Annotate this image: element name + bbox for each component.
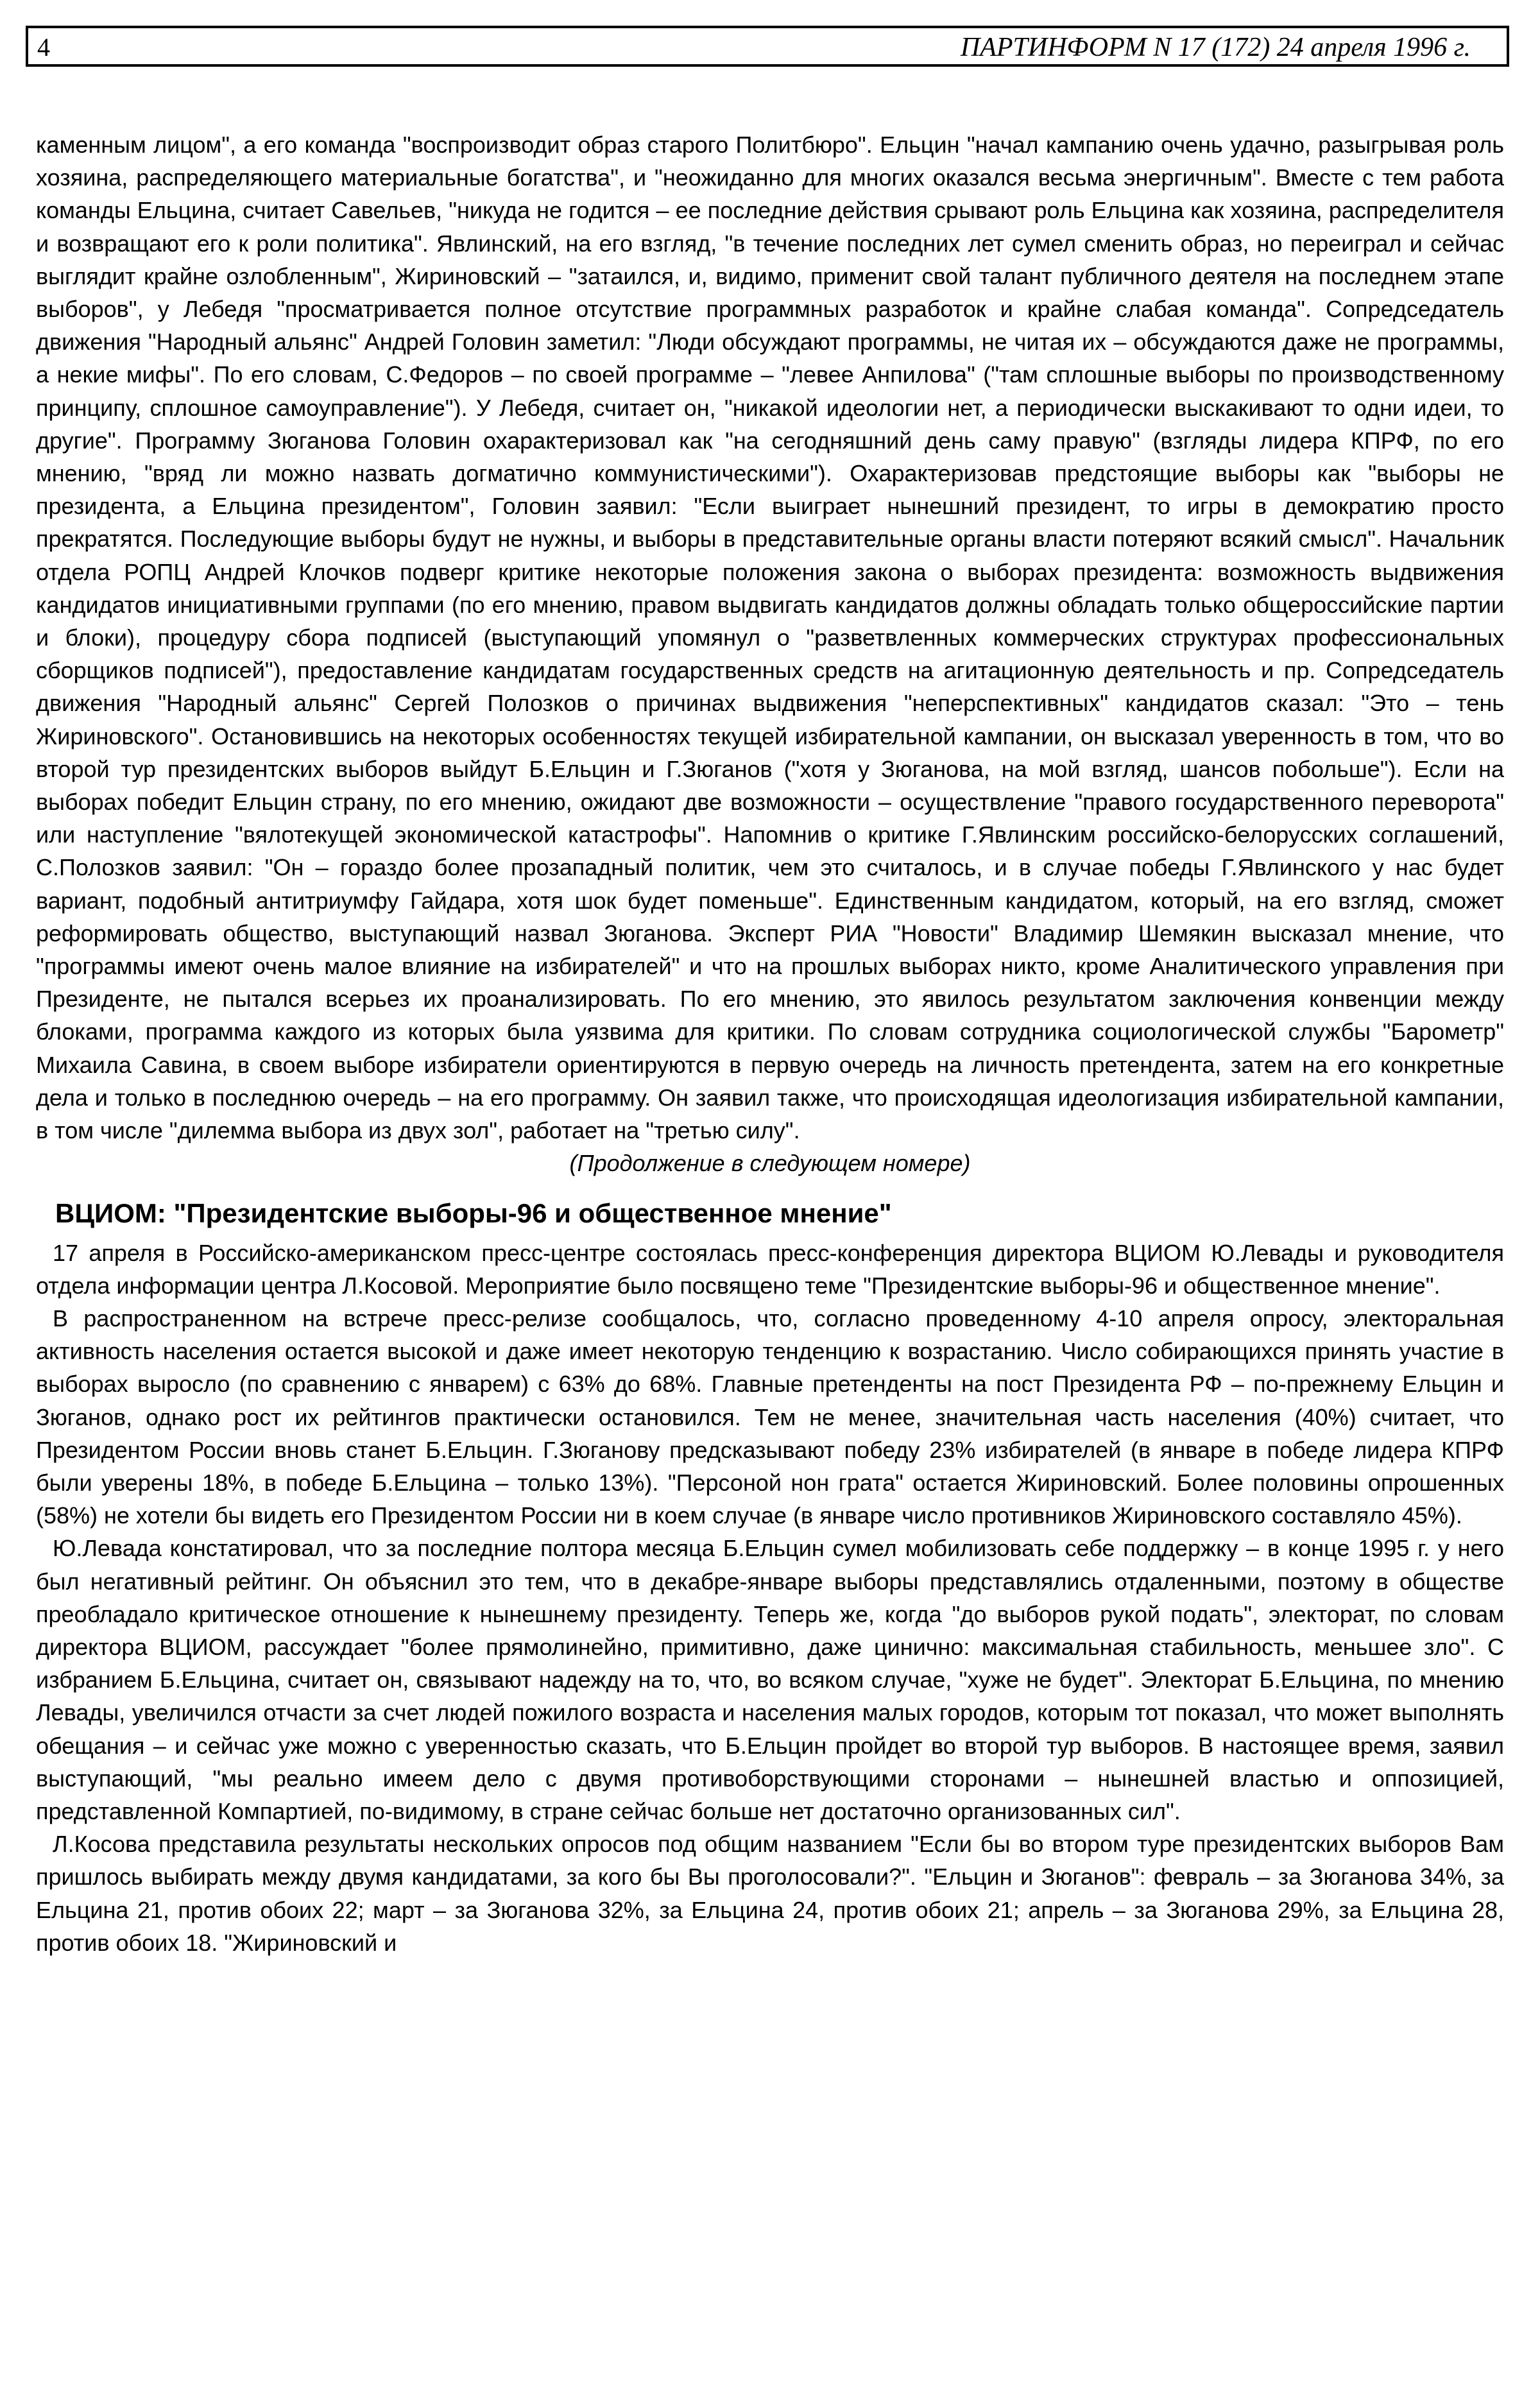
article-paragraph: В распространенном на встрече пресс-релизе сообщалось, что, согласно проведенному 4-10 апреля опросу, электоральная активность населения остается высокой и даже имеет некоторую тенденцию к возрастанию. Число собирающихся принять участие в выборах выросло (по сравнению с январем) с 63% до 68%. Главные претенденты на пост Президента РФ – по-прежнему Ельцин и Зюганов, однако рост их рейтингов практически остановился. Тем не менее, значительная часть населения (40%) считает, что Президентом России вновь станет Б.Ельцин. Г.Зюганову предсказывают победу 23% избирателей (в январе в победе лидера КПРФ были уверены 18%, в победе Б.Ельцина – только 13%). "Персоной нон грата" остается Жириновский. Более половины опрошенных (58%) не хотели бы видеть его Президентом России ни в коем случае (в январе число противников Жириновского составляло 45%). xyxy=(36,1305,1504,1529)
page-header xyxy=(26,26,1509,67)
article-paragraph: 17 апреля в Российско-американском пресс-центре состоялась пресс-конференция директора ВЦИОМ Ю.Левады и руководителя отдела информации центра Л.Косовой. Мероприятие было посвящено теме "Президентские выборы-96 и общественное мнение". xyxy=(36,1239,1504,1299)
continued-article-text: каменным лицом", а его команда "воспроизводит образ старого Политбюро". Ельцин "начал кампанию очень удачно, разыгрывая роль хозяина, распределяющего материальные богатства", и "неожиданно для многих оказался весьма энергичным". Вместе с тем работа команды Ельцина, считает Савельев, "никуда не годится – ее последние действия срывают роль Ельцина как хозяина, распределителя и возвращают его к роли политика". Явлинский, на его взгляд, "в течение последних лет сумел сменить образ, но переиграл и сейчас выглядит крайне озлобленным", Жириновский – "затаился, и, видимо, применит свой талант публичного деятеля на последнем этапе выборов", у Лебедя "просматривается полное отсутствие программных разработок и крайне слабая команда". Сопредседатель движения "Народный альянс" Андрей Головин заметил: "Люди обсуждают программы, не читая их – обсуждаются даже не программы, а некие мифы". По его словам, С.Федоров – по своей программе – "левее Анпилова" ("там сплошные выборы по производственному принципу, сплошное самоуправление"). У Лебедя, считает он, "никакой идеологии нет, а периодически выскакивают то одни идеи, то другие". Программу Зюганова Головин охарактеризовал как "на сегодняшний день саму правую" (взгляды лидера КПРФ, по его мнению, "вряд ли можно назвать догматично коммунистическими"). Охарактеризовав предстоящие выборы как "выборы не президента, а Ельцина президентом", Головин заявил: "Если выиграет нынешний президент, то игры в демократию просто прекратятся. Последующие выборы будут не нужны, и выборы в представительные органы власти потеряют всякий смысл". Начальник отдела РОПЦ Андрей Клочков подверг критике некоторые положения закона о выборах президента: возможность выдвижения кандидатов инициативными группами (по его мнению, правом выдвигать кандидатов должны обладать только общероссийские партии и блоки), процедуру сбора подписей (выступающий упомянул о "разветвленных коммерческих структурах профессиональных сборщиков подписей"), предоставление кандидатам государственных средств на агитационную деятельность и пр. Сопредседатель движения "Народный альянс" Сергей Полозков о причинах выдвижения "неперспективных" кандидатов сказал: "Это – тень Жириновского". Остановившись на некоторых особенностях текущей избирательной кампании, он высказал уверенность в том, что во второй тур президентских выборов выйдут Б.Ельцин и Г.Зюганов ("хотя у Зюганова, на мой взгляд, шансов побольше"). Если на выборах победит Ельцин страну, по его мнению, ожидают две возможности – осуществление "правого государственного переворота" или наступление "вялотекущей экономической катастрофы". Напомнив о критике Г.Явлинским российско-белорусских соглашений, С.Полозков заявил: "Он – гораздо более прозападный политик, чем это считалось, и в случае победы Г.Явлинского у нас будет вариант, подобный антитриумфу Гайдара, хотя шок будет поменьше". Единственным кандидатом, который, на его взгляд, сможет реформировать общество, выступающий назвал Зюганова. Эксперт РИА "Новости" Владимир Шемякин высказал мнение, что "программы имеют очень малое влияние на избирателей" и что на прошлых выборах никто, кроме Аналитического управления при Президенте, не пытался всерьез их проанализировать. По его мнению, это явилось результатом заключения конвенции между блоками, программа каждого из которых была уязвима для критики. По словам сотрудника социологической службы "Барометр" Михаила Савина, в своем выборе избиратели ориентируются в первую очередь на личность претендента, затем на его конкретные дела и только в последнюю очередь – на его программу. Он заявил также, что происходящая идеологизация избирательной кампании, в том числе "дилемма выбора из двух зол", работает на "третью силу". xyxy=(36,132,1504,1144)
article-paragraph: Л.Косова представила результаты нескольких опросов под общим названием "Если бы во втором туре президентских выборов Вам пришлось выбирать между двумя кандидатами, за кого бы Вы проголосовали?". "Ельцин и Зюганов": февраль – за Зюганова 34%, за Ельцина 21, против обоих 22; март – за Зюганова 32%, за Ельцина 24, против обоих 21; апрель – за Зюганова 29%, за Ельцина 28, против обоих 18. "Жириновский и xyxy=(36,1831,1504,1956)
issue-line: ПАРТИНФОРМ N 17 (172) 24 апреля 1996 г. xyxy=(960,33,1471,62)
article-column xyxy=(36,128,1504,2336)
article-paragraph: Ю.Левада констатировал, что за последние полтора месяца Б.Ельцин сумел мобилизовать себе поддержку – в конце 1995 г. у него был негативный рейтинг. Он объяснил это тем, что в декабре-январе выборы представлялись отдаленными, поэтому в обществе преобладало критическое отношение к нынешнему президенту. Теперь же, когда "до выборов рукой подать", электорат, по словам директора ВЦИОМ, рассуждает "более прямолинейно, примитивно, даже цинично: максимальная стабильность, меньшее зло". С избранием Б.Ельцина, считает он, связывают надежду на то, что, во всяком случае, "хуже не будет". Электорат Б.Ельцина, по мнению Левады, увеличился отчасти за счет людей пожилого возраста и населения малых городов, которым тот показал, что может выполнять обещания – и сейчас уже можно с уверенностью сказать, что Б.Ельцин пройдет во второй тур выборов. В настоящее время, заявил выступающий, "мы реально имеем дело с двумя противоборствующими сторонами – нынешней властью и оппозицией, представленной Компартией, по-видимому, в стране сейчас больше нет достаточно организованных сил". xyxy=(36,1535,1504,1824)
page-number: 4 xyxy=(37,33,50,62)
continuation-note: (Продолжение в следующем номере) xyxy=(569,1150,971,1177)
section-heading: ВЦИОМ: "Президентские выборы-96 и общественное мнение" xyxy=(55,1197,892,1228)
